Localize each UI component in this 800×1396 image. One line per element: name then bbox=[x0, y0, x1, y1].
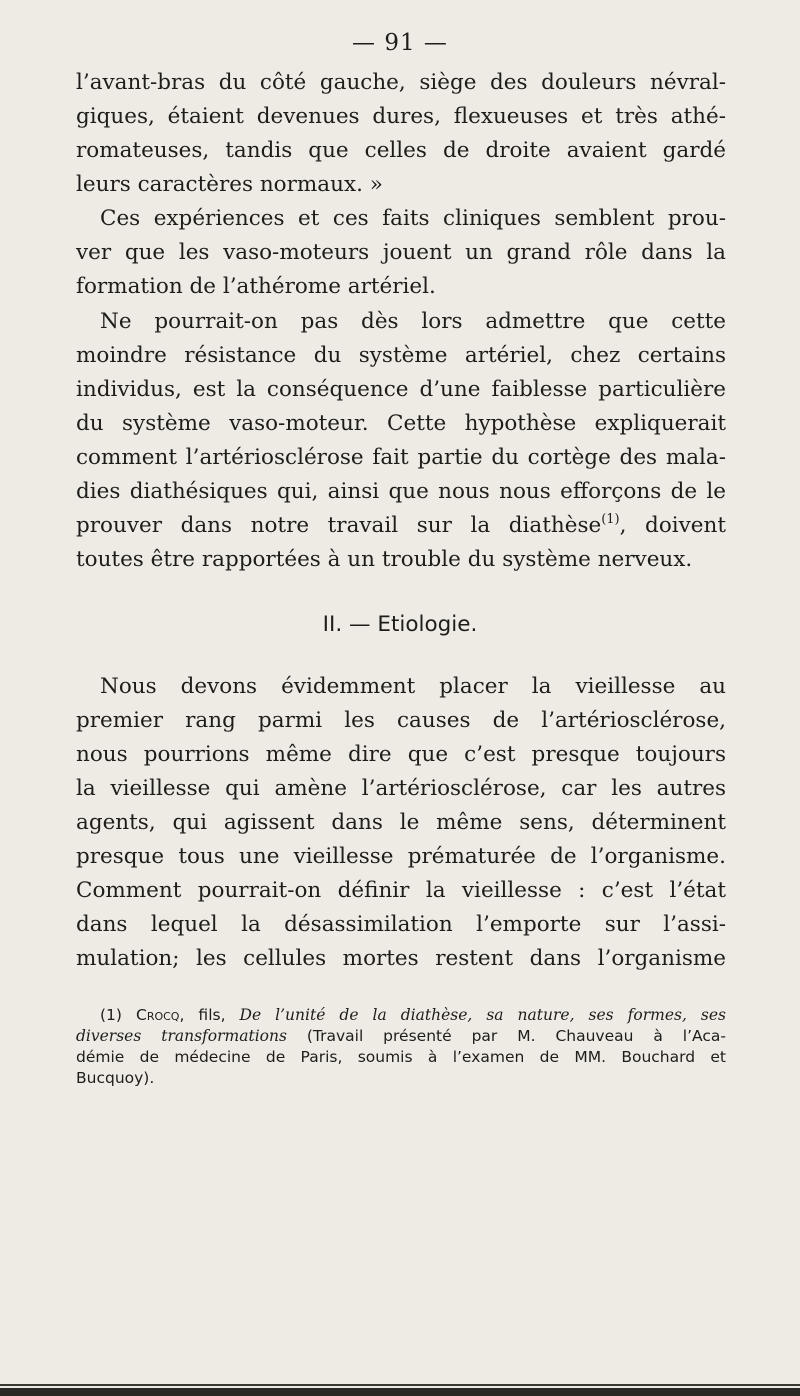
text-line: moindre résistance du système artériel, chez certains bbox=[76, 343, 726, 368]
text-line: romateuses, tandis que celles de droite avaient gardé bbox=[76, 138, 726, 163]
footnote-line: démie de médecine de Paris, soumis à l’examen de MM. Bouchard et bbox=[76, 1048, 726, 1066]
text-line: toutes être rapportées à un trouble du système nerveux. bbox=[76, 547, 693, 572]
text-line: du système vaso-moteur. Cette hypothèse expliquerait bbox=[76, 411, 726, 436]
footnote-text: , fils, bbox=[179, 1006, 240, 1024]
text-line: ver que les vaso-moteurs jouent un grand rôle dans la bbox=[76, 240, 726, 265]
text-line: dans lequel la désassimilation l’emporte sur l’assi- bbox=[76, 912, 726, 937]
text-line: giques, étaient devenues dures, flexueuses et très athé- bbox=[76, 104, 726, 129]
footnote-title: De l’unité de la diathèse, sa nature, ses formes, ses bbox=[239, 1006, 726, 1024]
text-line: Ne pourrait-on pas dès lors admettre que cette bbox=[100, 309, 726, 334]
text-segment: prouver dans notre travail sur la diathèse bbox=[76, 513, 602, 538]
text-line: la vieillesse qui amène l’artériosclérose, car les autres bbox=[76, 776, 726, 801]
footnote-marker: (1) bbox=[100, 1006, 122, 1024]
footnote-text: (Travail présenté par M. Chauveau à l’Aca- bbox=[286, 1027, 726, 1045]
footnote-line: Bucquoy). bbox=[76, 1069, 155, 1087]
text-line: comment l’artériosclérose fait partie du cortège des mala- bbox=[76, 445, 726, 470]
text-line: Comment pourrait-on définir la vieillesse : c’est l’état bbox=[76, 878, 726, 903]
text-line: Ces expériences et ces faits cliniques semblent prou- bbox=[100, 206, 726, 231]
footnote-line bbox=[100, 1005, 726, 1026]
text-line: nous pourrions même dire que c’est presque toujours bbox=[76, 742, 726, 767]
page-number: — 91 — bbox=[352, 30, 448, 56]
footnote-reference: (1) bbox=[601, 512, 620, 527]
footnote-author: Crocq bbox=[136, 1006, 180, 1024]
text-line: mulation; les cellules mortes restent dans l’organisme bbox=[76, 946, 726, 971]
section-heading: II. — Etiologie. bbox=[322, 612, 478, 637]
text-line: presque tous une vieillesse prématurée de l’organisme. bbox=[76, 844, 726, 869]
footnote-line bbox=[76, 1026, 726, 1047]
text-line: l’avant-bras du côté gauche, siège des douleurs névral- bbox=[76, 70, 726, 95]
text-line: individus, est la conséquence d’une faiblesse particulière bbox=[76, 377, 726, 402]
page-edge-shadow bbox=[0, 1388, 800, 1396]
text-line: leurs caractères normaux. » bbox=[76, 172, 383, 197]
text-line: dies diathésiques qui, ainsi que nous nous efforçons de le bbox=[76, 479, 726, 504]
text-line: Nous devons évidemment placer la vieillesse au bbox=[100, 674, 726, 699]
text-line-with-footnote-ref bbox=[76, 509, 726, 543]
page-edge-line bbox=[0, 1384, 800, 1386]
footnote-title: diverses transformations bbox=[76, 1027, 287, 1045]
text-segment: , doivent bbox=[619, 513, 726, 538]
text-line: agents, qui agissent dans le même sens, déterminent bbox=[76, 810, 726, 835]
text-line: premier rang parmi les causes de l’artériosclérose, bbox=[76, 708, 726, 733]
text-line: formation de l’athérome artériel. bbox=[76, 274, 436, 299]
